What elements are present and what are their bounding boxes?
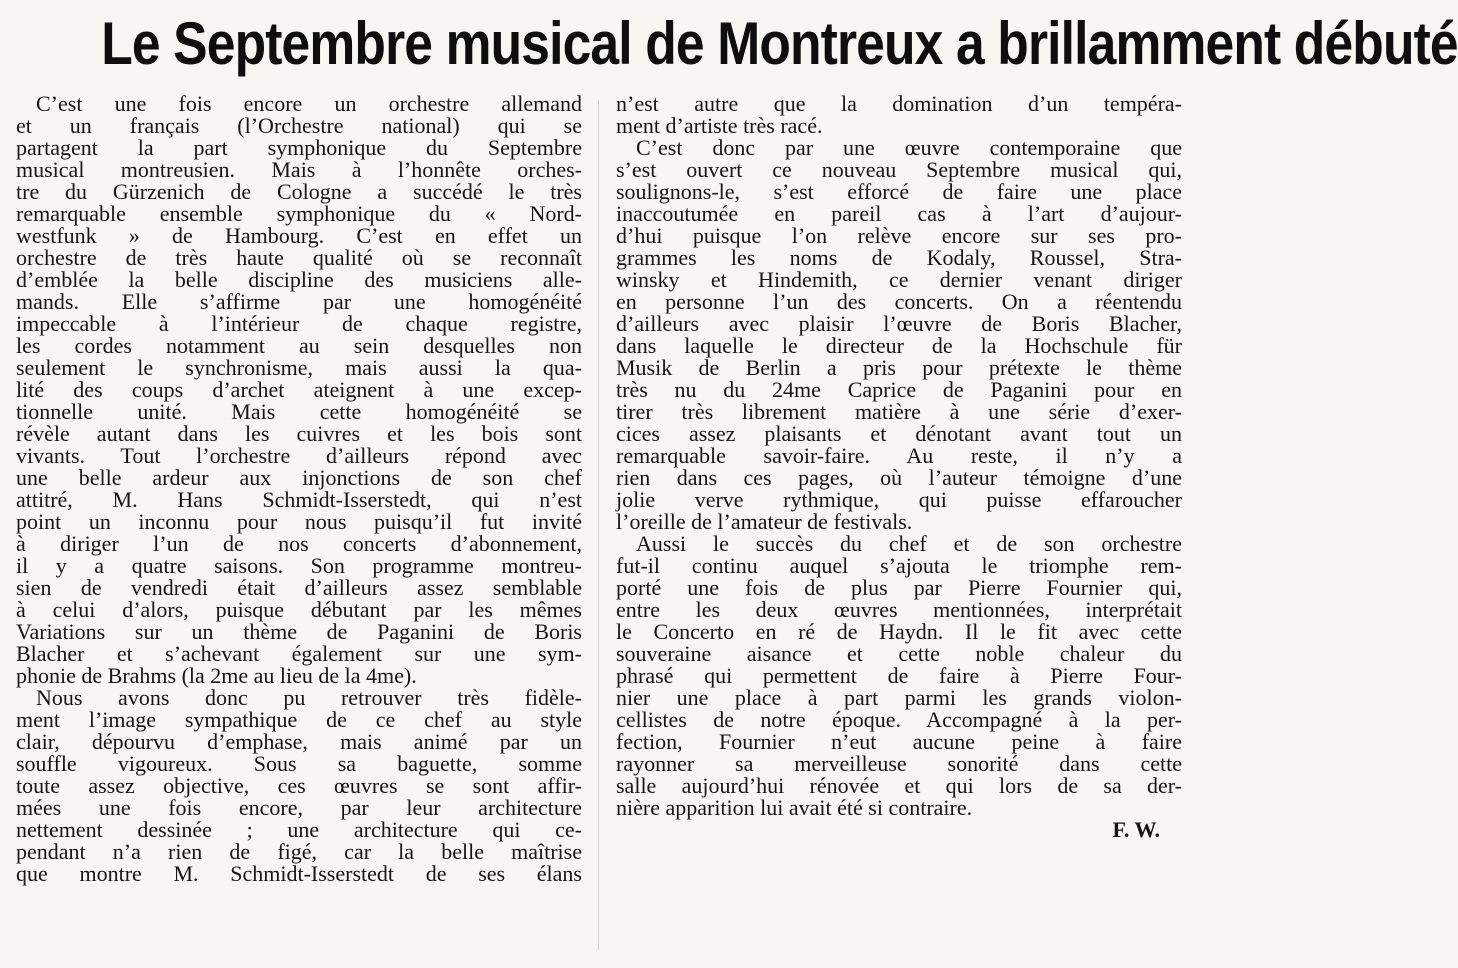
text-line: westfunk » de Hambourg. C’est en effet un [16, 223, 582, 248]
text-line: nier une place à part parmi les grands violon- [616, 685, 1182, 710]
text-line: C’est donc par une œuvre contemporaine que [636, 135, 1182, 160]
text-line: ment d’artiste très racé. [616, 113, 823, 138]
text-line: souveraine aisance et cette noble chaleur du [616, 641, 1182, 666]
text-line: Aussi le succès du chef et de son orchestre [636, 531, 1182, 556]
text-line: d’ailleurs avec plaisir l’œuvre de Boris Blacher, [616, 311, 1182, 336]
text-line: tirer très librement matière à une série d’exer- [616, 399, 1182, 424]
text-line: cices assez plaisants et dénotant avant tout un [616, 421, 1182, 446]
text-line: il y a quatre saisons. Son programme montreu- [16, 553, 582, 578]
text-line: mées une fois encore, par leur architecture [16, 795, 582, 820]
text-line: Musik de Berlin a pris pour prétexte le thème [616, 355, 1182, 380]
text-line: inaccoutumée en pareil cas à l’art d’aujour- [616, 201, 1182, 226]
text-line: à diriger l’un de nos concerts d’abonnement, [16, 531, 582, 556]
text-line: que montre M. Schmidt-Isserstedt de ses élans [16, 861, 582, 886]
text-line: une belle ardeur aux injonctions de son chef [16, 465, 582, 490]
text-line: n’est autre que la domination d’un tempéra- [616, 91, 1182, 116]
text-line: soulignons-le, s’est efforcé de faire une place [616, 179, 1182, 204]
text-line: clair, dépourvu d’emphase, mais animé par un [16, 729, 582, 754]
text-line: mands. Elle s’affirme par une homogénéité [16, 289, 582, 314]
text-line: phonie de Brahms (la 2me au lieu de la 4me). [16, 663, 417, 688]
article-headline: Le Septembre musical de Montreux a brillamment débuté [101, 10, 1458, 77]
text-line: dans laquelle le directeur de la Hochschule für [616, 333, 1182, 358]
text-line: rien dans ces pages, où l’auteur témoigne d’une [616, 465, 1182, 490]
text-line: d’emblée la belle discipline des musiciens alle- [16, 267, 582, 292]
text-line: winsky et Hindemith, ce dernier venant diriger [616, 267, 1182, 292]
text-line: l’oreille de l’amateur de festivals. [616, 509, 913, 534]
text-line: salle aujourd’hui rénovée et qui lors de sa der- [616, 773, 1182, 798]
text-line: rayonner sa merveilleuse sonorité dans cette [616, 751, 1182, 776]
text-line: tionnelle unité. Mais cette homogénéité se [16, 399, 582, 424]
text-line: et un français (l’Orchestre national) qui se [16, 113, 582, 138]
text-line: orchestre de très haute qualité où se reconnaît [16, 245, 582, 270]
text-line: à celui d’alors, puisque débutant par les mêmes [16, 597, 582, 622]
text-line: sien de vendredi était d’ailleurs assez semblable [16, 575, 582, 600]
text-line: Nous avons donc pu retrouver très fidèle- [36, 685, 582, 710]
text-line: souffle vigoureux. Sous sa baguette, somme [16, 751, 582, 776]
article-column-right [616, 93, 1182, 841]
column-divider [598, 100, 599, 950]
text-line: jolie verve rythmique, qui puisse effaroucher [616, 487, 1182, 512]
text-line: révèle autant dans les cuivres et les bois sont [16, 421, 582, 446]
text-line: le Concerto en ré de Haydn. Il le fit avec cette [616, 619, 1182, 644]
text-line: nettement dessinée ; une architecture qui ce- [16, 817, 582, 842]
text-line: nière apparition lui avait été si contraire. [616, 795, 973, 820]
text-line: en personne l’un des concerts. On a réentendu [616, 289, 1182, 314]
text-line: fection, Fournier n’eut aucune peine à faire [616, 729, 1182, 754]
text-line: cellistes de notre époque. Accompagné à la per- [616, 707, 1182, 732]
text-line: phrasé qui permettent de faire à Pierre Four- [616, 663, 1182, 688]
text-line: toute assez objective, ces œuvres se sont affir- [16, 773, 582, 798]
article-column-left [16, 93, 582, 885]
text-line: tre du Gürzenich de Cologne a succédé le très [16, 179, 582, 204]
text-line: les cordes notamment au sein desquelles non [16, 333, 582, 358]
text-line: musical montreusien. Mais à l’honnête orches- [16, 157, 582, 182]
text-line: s’est ouvert ce nouveau Septembre musical qui, [616, 157, 1182, 182]
text-line: impeccable à l’intérieur de chaque registre, [16, 311, 582, 336]
text-line: C’est une fois encore un orchestre allemand [36, 91, 582, 116]
text-line: d’hui puisque l’on relève encore sur ses pro- [616, 223, 1182, 248]
text-line: partagent la part symphonique du Septembre [16, 135, 582, 160]
text-line: entre les deux œuvres mentionnées, interprétait [616, 597, 1182, 622]
text-line: très nu du 24me Caprice de Paganini pour en [616, 377, 1182, 402]
text-line: point un inconnu pour nous puisqu’il fut invité [16, 509, 582, 534]
text-line: grammes les noms de Kodaly, Roussel, Stra- [616, 245, 1182, 270]
text-line: attitré, M. Hans Schmidt-Isserstedt, qui n’est [16, 487, 582, 512]
text-line: remarquable ensemble symphonique du « Nord- [16, 201, 582, 226]
author-signature: F. W. [1112, 817, 1160, 842]
text-line: seulement le synchronisme, mais aussi la qua- [16, 355, 582, 380]
text-line: Blacher et s’achevant également sur une sym- [16, 641, 582, 666]
text-line: remarquable savoir-faire. Au reste, il n’y a [616, 443, 1182, 468]
text-line: vivants. Tout l’orchestre d’ailleurs répond avec [16, 443, 582, 468]
text-line: pendant n’a rien de figé, car la belle maîtrise [16, 839, 582, 864]
text-line: porté une fois de plus par Pierre Fournier qui, [616, 575, 1182, 600]
text-line: Variations sur un thème de Paganini de Boris [16, 619, 582, 644]
text-line: fut-il continu auquel s’ajouta le triomphe rem- [616, 553, 1182, 578]
text-line: lité des coups d’archet ateignent à une excep- [16, 377, 582, 402]
text-line: ment l’image sympathique de ce chef au style [16, 707, 582, 732]
